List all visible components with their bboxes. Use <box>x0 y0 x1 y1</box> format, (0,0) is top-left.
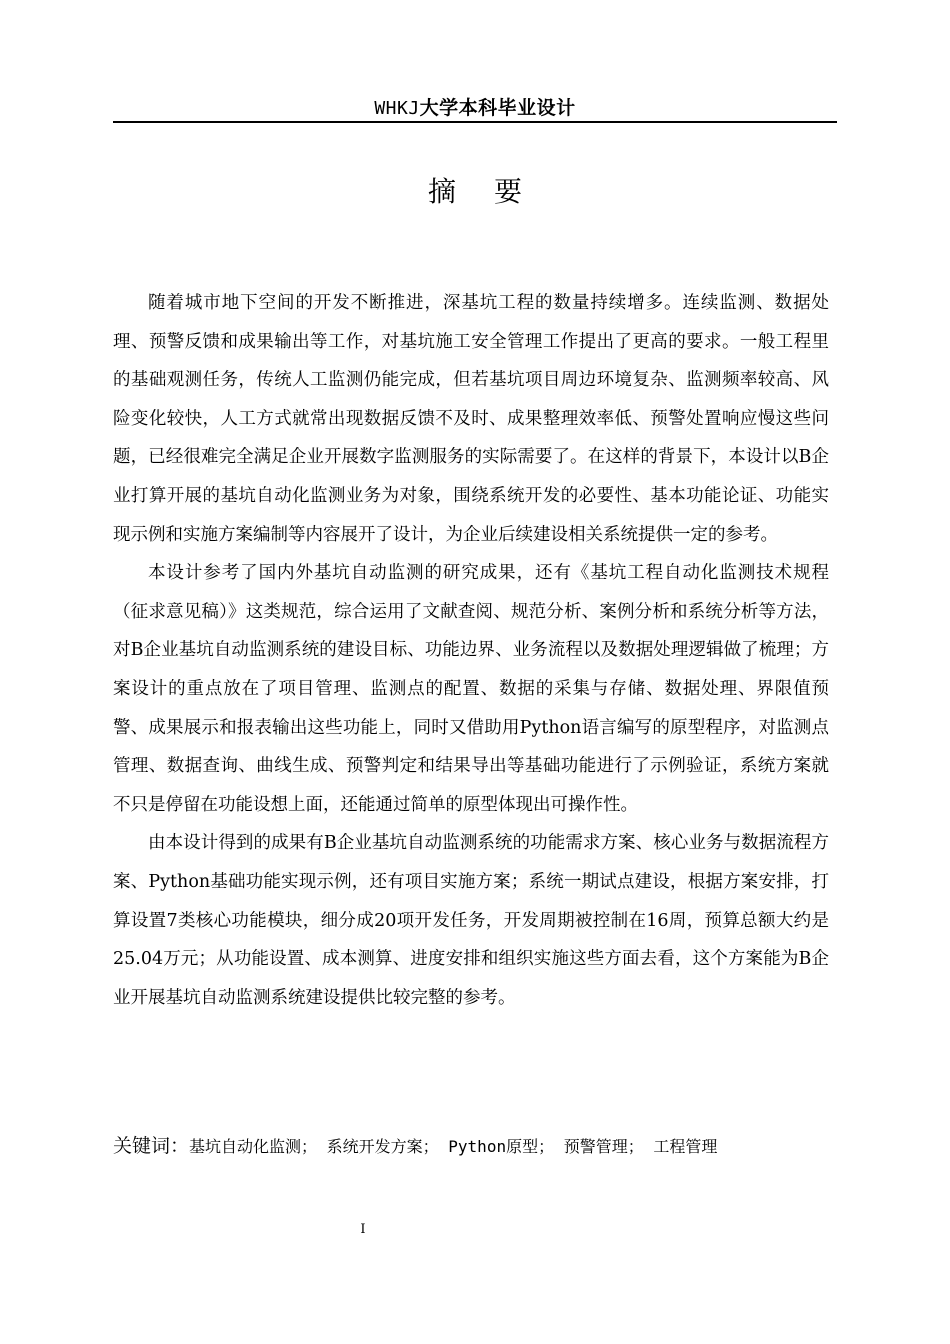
header-title: 大学本科毕业设计 <box>419 97 576 119</box>
page-header <box>113 93 837 120</box>
page-number: I <box>360 1222 366 1237</box>
header-rule <box>113 121 837 123</box>
abstract-paragraph-3: 由本设计得到的成果有B企业基坑自动监测系统的功能需求方案、核心业务与数据流程方案、Python基础功能实现示例，还有项目实施方案；系统一期试点建设，根据方案安排，打算设置7类核心功能模块，细分成20项开发任务，开发周期被控制在16周，预算总额大约是25.04万元；从功能设置、成本测算、进度安排和组织实施这些方面去看，这个方案能为B企业开展基坑自动监测系统建设提供比较完整的参考。 <box>113 833 829 1008</box>
keywords-label: 关键词： <box>113 1135 190 1157</box>
keywords-list: 基坑自动化监测； 系统开发方案； Python原型； 预警管理； 工程管理 <box>189 1137 718 1156</box>
keywords-line <box>113 1128 837 1165</box>
abstract-paragraph-2: 本设计参考了国内外基坑自动监测的研究成果，还有《基坑工程自动化监测技术规程（征求意见稿）》这类规范，综合运用了文献查阅、规范分析、案例分析和系统分析等方法，对B企业基坑自动监测系统的建设目标、功能边界、业务流程以及数据处理逻辑做了梳理；方案设计的重点放在了项目管理、监测点的配置、数据的采集与存储、数据处理、界限值预警、成果展示和报表输出这些功能上，同时又借助用Python语言编写的原型程序，对监测点管理、数据查询、曲线生成、预警判定和结果导出等基础功能进行了示例验证，系统方案就不只是停留在功能设想上面，还能通过简单的原型体现出可操作性。 <box>113 563 829 815</box>
header-prefix: WHKJ <box>374 98 420 119</box>
abstract-paragraph-1: 随着城市地下空间的开发不断推进，深基坑工程的数量持续增多。连续监测、数据处理、预警反馈和成果输出等工作，对基坑施工安全管理工作提出了更高的要求。一般工程里的基础观测任务，传统人工监测仍能完成，但若基坑项目周边环境复杂、监测频率较高、风险变化较快，人工方式就常出现数据反馈不及时、成果整理效率低、预警处置响应慢这些问题，已经很难完全满足企业开展数字监测服务的实际需要了。在这样的背景下，本设计以B企业打算开展的基坑自动化监测业务为对象，围绕系统开发的必要性、基本功能论证、功能实现示例和实施方案编制等内容展开了设计，为企业后续建设相关系统提供一定的参考。 <box>113 293 829 545</box>
abstract-title: 摘要 <box>427 175 560 208</box>
abstract-body <box>113 284 829 1017</box>
